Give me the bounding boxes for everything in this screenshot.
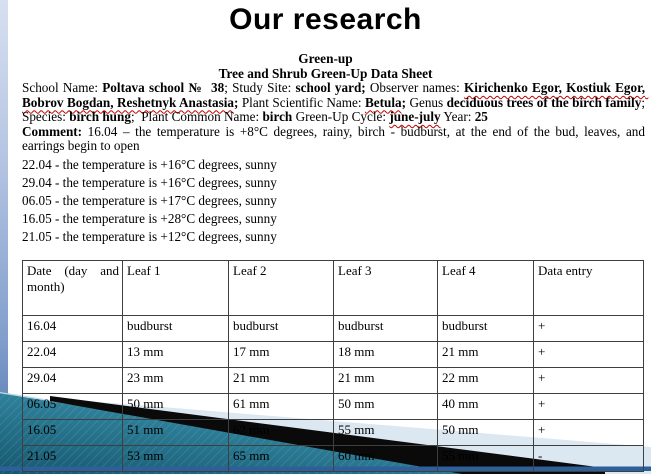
text-segment: ; bbox=[401, 94, 406, 110]
table-cell: budburst bbox=[438, 316, 534, 342]
text-segment: 16.04 – the temperature is +8°C degrees, rainy, birch - budburst, at the end of the bud, leaves, and earrings begin to open bbox=[22, 123, 649, 154]
text-segment: Kirichenko Egor, Kostiuk Egor, Bobrov Bogdan, Reshetnyk Anastasia bbox=[22, 80, 649, 110]
table-header-row bbox=[23, 261, 644, 316]
table-cell: 60 mm bbox=[334, 446, 438, 472]
table-cell: 21 mm bbox=[334, 368, 438, 394]
table-cell: 50 mm bbox=[123, 394, 229, 420]
table-cell: 13 mm bbox=[123, 342, 229, 368]
table-cell: budburst bbox=[334, 316, 438, 342]
column-header-date: Date (day and month) bbox=[23, 261, 123, 316]
table-header bbox=[23, 261, 644, 316]
text-segment: school yard; bbox=[295, 80, 366, 95]
observation-line: 06.05 - the temperature is +17°C degrees, sunny bbox=[22, 192, 277, 208]
table-cell: 65 mm bbox=[229, 446, 334, 472]
text-segment: Genus bbox=[406, 94, 447, 110]
table-row bbox=[23, 342, 644, 368]
text-segment: Comment: bbox=[22, 123, 88, 139]
text-segment: ; Plant Common Name: bbox=[130, 109, 263, 125]
table-cell: + bbox=[534, 394, 644, 420]
table-cell: 17 mm bbox=[229, 342, 334, 368]
data-table bbox=[22, 260, 644, 472]
table-cell: 18 mm bbox=[334, 342, 438, 368]
table-cell: budburst bbox=[229, 316, 334, 342]
table-cell: 22.04 bbox=[23, 342, 123, 368]
table-cell: budburst bbox=[123, 316, 229, 342]
column-header-leaf1: Leaf 1 bbox=[123, 261, 229, 316]
table-cell: 22 mm bbox=[438, 368, 534, 394]
column-header-leaf4: Leaf 4 bbox=[438, 261, 534, 316]
text-segment: Observer names: bbox=[365, 80, 465, 95]
table-row bbox=[23, 420, 644, 446]
table-row bbox=[23, 394, 644, 420]
table-cell: 29.04 bbox=[23, 368, 123, 394]
observation-line: 29.04 - the temperature is +16°C degrees, sunny bbox=[22, 174, 277, 190]
observation-line: 21.05 - the temperature is +12°C degrees, sunny bbox=[22, 228, 277, 244]
text-segment: Plant Scientific Name: bbox=[238, 94, 365, 110]
comment-paragraph bbox=[0, 125, 651, 154]
text-segment: Green-Up Cycle: bbox=[295, 109, 390, 125]
table-body bbox=[23, 316, 644, 472]
text-segment: deciduous trees of the birch family bbox=[446, 94, 642, 110]
observation-line: 16.05 - the temperature is +28°C degrees, sunny bbox=[22, 210, 277, 226]
table-row bbox=[23, 368, 644, 394]
table-cell: + bbox=[534, 342, 644, 368]
table-cell: + bbox=[534, 368, 644, 394]
text-segment: School Name: bbox=[22, 80, 103, 95]
table-cell: 55 mm bbox=[334, 420, 438, 446]
sheet-heading: Green-up bbox=[298, 51, 353, 66]
text-segment: Poltava school № 38 bbox=[102, 80, 225, 95]
table-cell: 16.04 bbox=[23, 316, 123, 342]
table-cell: 16.05 bbox=[23, 420, 123, 446]
text-segment: birch bbox=[262, 109, 296, 125]
slide-title: Our research bbox=[229, 3, 422, 36]
observation-line: 22.04 - the temperature is +16°C degrees, sunny bbox=[22, 156, 277, 172]
table-row bbox=[23, 446, 644, 472]
text-segment: Betula bbox=[364, 94, 402, 110]
table-cell: 61 mm bbox=[229, 394, 334, 420]
info-paragraph bbox=[0, 81, 651, 125]
text-segment: ; bbox=[233, 94, 239, 110]
table-cell: 23 mm bbox=[123, 368, 229, 394]
text-segment: Year: bbox=[440, 109, 475, 125]
table-cell: 51 mm bbox=[123, 420, 229, 446]
table-cell: 62 mm bbox=[229, 420, 334, 446]
text-segment: ; Species: bbox=[22, 94, 649, 125]
table-cell: 55 mm bbox=[438, 446, 534, 472]
text-segment: ; Study Site: bbox=[224, 80, 296, 95]
column-header-data-entry: Data entry bbox=[534, 261, 644, 316]
table-cell: 50 mm bbox=[438, 420, 534, 446]
table-cell: + bbox=[534, 316, 644, 342]
table-cell: - bbox=[534, 446, 644, 472]
sheet-subheading: Tree and Shrub Green-Up Data Sheet bbox=[218, 65, 433, 81]
text-segment: birch hung bbox=[69, 109, 131, 125]
text-segment: 25 bbox=[474, 109, 488, 125]
observation-list bbox=[0, 156, 651, 246]
column-header-leaf3: Leaf 3 bbox=[334, 261, 438, 316]
table-cell: 21 mm bbox=[438, 342, 534, 368]
table-cell: 06.05 bbox=[23, 394, 123, 420]
table-cell: 40 mm bbox=[438, 394, 534, 420]
table-row bbox=[23, 316, 644, 342]
text-segment: june-july bbox=[389, 109, 441, 125]
column-header-leaf2: Leaf 2 bbox=[229, 261, 334, 316]
table-cell: 50 mm bbox=[334, 394, 438, 420]
table-cell: 21.05 bbox=[23, 446, 123, 472]
table-cell: + bbox=[534, 420, 644, 446]
table-cell: 53 mm bbox=[123, 446, 229, 472]
table-cell: 21 mm bbox=[229, 368, 334, 394]
